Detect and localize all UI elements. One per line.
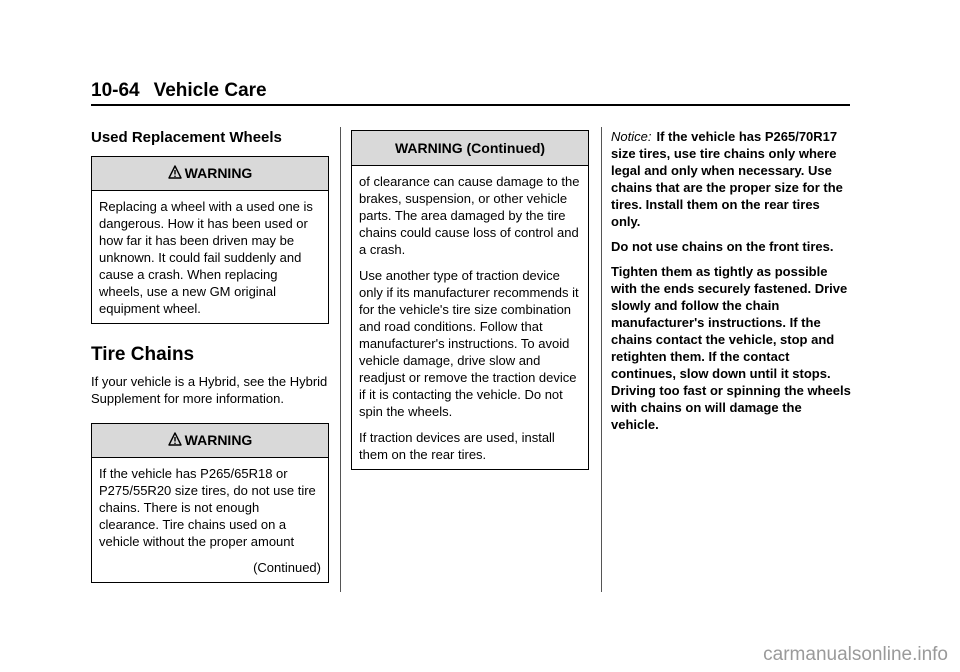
warning-paragraph: If traction devices are used, install them on the rear tires.	[359, 430, 555, 462]
notice-label: Notice:	[611, 129, 652, 144]
warning-label: WARNING	[184, 165, 253, 181]
continued-label: (Continued)	[253, 560, 321, 575]
warning-triangle-icon	[168, 165, 182, 179]
warning-box-used-wheels	[91, 156, 329, 324]
column-3-notice	[611, 126, 851, 433]
notice-paragraph: If the vehicle has P265/70R17 size tires, use tire chains only where legal and only when necessary. Use chains that are the proper size for the tires. Install them on the rear tires only.	[611, 129, 843, 229]
heading-tire-chains: Tire Chains	[91, 344, 195, 365]
header-rule	[91, 104, 850, 106]
warning-paragraph: of clearance can cause damage to the brakes, suspension, or other vehicle parts. The area damaged by the tire chains could cause loss of control and a crash.	[359, 174, 580, 257]
watermark: carmanualsonline.info	[763, 644, 948, 665]
warning-title	[92, 157, 328, 191]
warning-text: Replacing a wheel with a used one is dangerous. How it has been used or how far it has been driven may be unknown. It could fail suddenly and cause a crash. When replacing wheels, use a new GM original equipment wheel.	[99, 199, 313, 316]
column-divider	[601, 127, 602, 592]
warning-paragraph: Use another type of traction device only if its manufacturer recommends it for the vehicle's tire size combination and road conditions. Follow that manufacturer's instructions. To avoid vehicle damage, drive slow and readjust or remove the traction device if it is contacting the vehicle. Do not spin the wheels.	[359, 268, 579, 419]
warning-box-continued	[351, 130, 589, 470]
warning-text: If the vehicle has P265/65R18 or P275/55R20 size tires, do not use tire chains. There is not enough clearance. Tire chains used on a vehicle without the proper amount	[99, 466, 316, 549]
warning-triangle-icon	[168, 432, 182, 446]
page-header	[91, 80, 267, 102]
subheading-used-replacement-wheels: Used Replacement Wheels	[91, 129, 282, 146]
warning-label: WARNING	[184, 432, 253, 448]
notice-paragraph: Do not use chains on the front tires.	[611, 239, 834, 254]
notice-paragraph: Tighten them as tightly as possible with the ends securely fastened. Drive slowly and follow the chain manufacturer's instructions. If the chains contact the vehicle, stop and retighten them. If the contact continues, slow down until it stops. Driving too fast or spinning the wheels with chains on will damage the vehicle.	[611, 264, 851, 432]
column-2	[351, 126, 589, 470]
warning-box-tire-chains	[91, 423, 329, 583]
warning-title	[92, 424, 328, 458]
page-number: 10-64	[91, 80, 140, 101]
intro-paragraph: If your vehicle is a Hybrid, see the Hybrid Supplement for more information.	[91, 374, 328, 406]
section-title: Vehicle Care	[153, 80, 267, 101]
warning-title: WARNING (Continued)	[352, 131, 588, 166]
column-1	[91, 126, 329, 583]
column-divider	[340, 127, 341, 592]
